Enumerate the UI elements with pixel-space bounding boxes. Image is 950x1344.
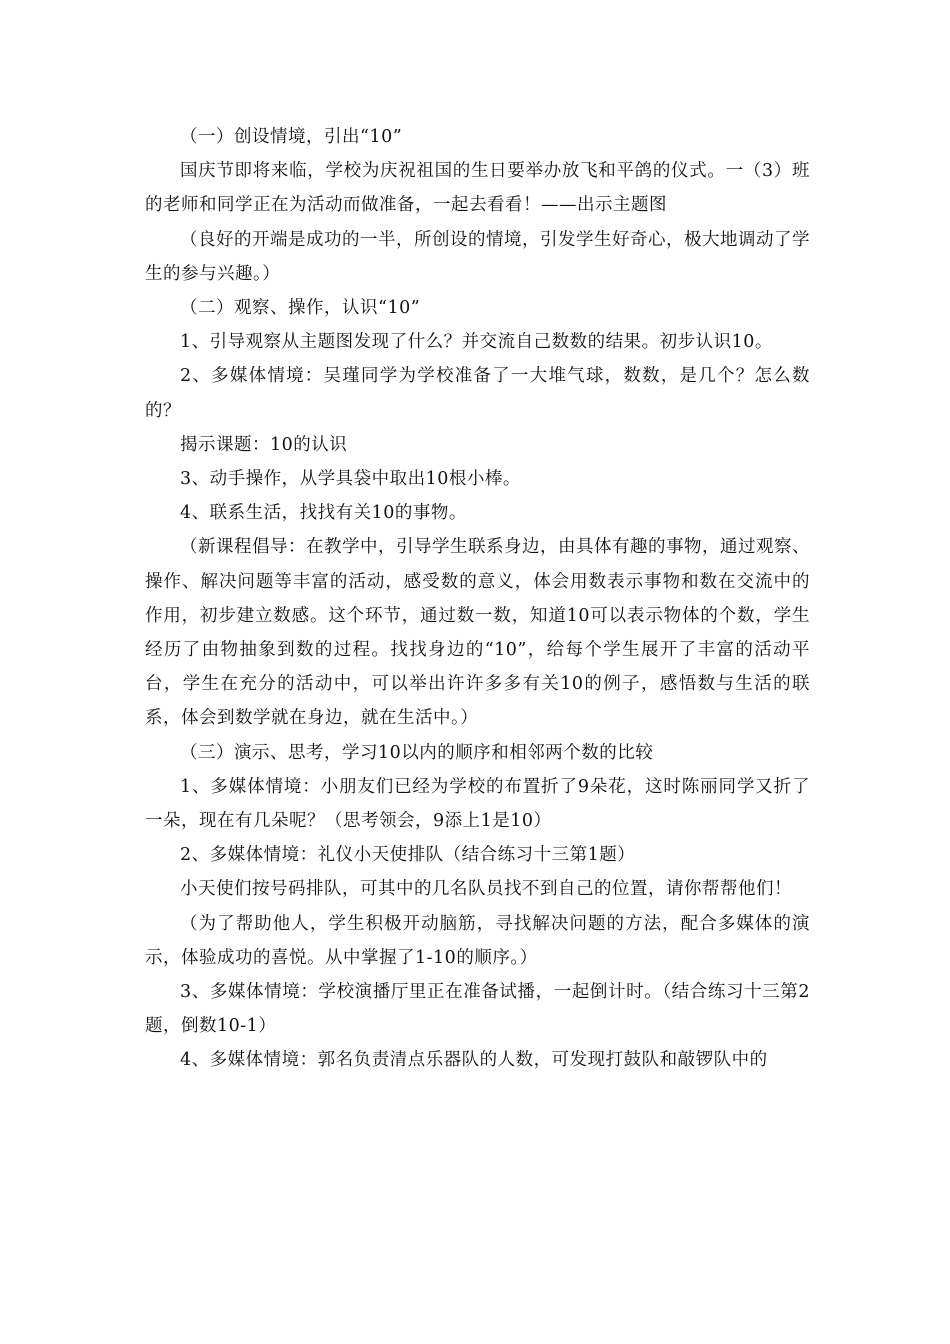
paragraph-step-2-angels: 2、多媒体情境：礼仪小天使排队（结合练习十三第1题） <box>180 845 636 866</box>
document-body <box>145 120 810 1078</box>
paragraph-angels-line-up: 小天使们按号码排队，可其中的几名队员找不到自己的位置，请你帮帮他们！ <box>180 879 792 900</box>
paragraph-section-2-heading: （二）观察、操作，认识“10” <box>180 298 421 319</box>
paragraph-step-3-countdown: 3、多媒体情境：学校演播厅里正在准备试播，一起倒计时。（结合练习十三第2题，倒数10-1） <box>145 982 810 1037</box>
paragraph-lesson-topic: 揭示课题：10的认识 <box>180 434 348 455</box>
paragraph-section-3-heading: （三）演示、思考，学习10以内的顺序和相邻两个数的比较 <box>180 742 654 763</box>
paragraph-national-day-scene: 国庆节即将来临，学校为庆祝祖国的生日要举办放飞和平鸽的仪式。一（3）班的老师和同学正在为活动而做准备，一起去看看！——出示主题图 <box>145 161 810 216</box>
paragraph-step-2-balloons: 2、多媒体情境：吴瑾同学为学校准备了一大堆气球，数数，是几个？怎么数的？ <box>145 366 810 421</box>
paragraph-step-3-sticks: 3、动手操作，从学具袋中取出10根小棒。 <box>180 469 521 490</box>
paragraph-section-1-heading: （一）创设情境，引出“10” <box>180 127 403 147</box>
paragraph-step-1-flowers: 1、多媒体情境：小朋友们已经为学校的布置折了9朵花，这时陈丽同学又折了一朵，现在有几朵呢？（思考领会，9添上1是10） <box>145 776 810 832</box>
paragraph-step-4-life: 4、联系生活，找找有关10的事物。 <box>180 503 467 524</box>
paragraph-commentary-good-start: （良好的开端是成功的一半，所创设的情境，引发学生好奇心，极大地调动了学生的参与兴趣。） <box>145 229 810 284</box>
paragraph-step-4-band: 4、多媒体情境：郭名负责清点乐器队的人数，可发现打鼓队和敲锣队中的 <box>180 1050 768 1071</box>
paragraph-commentary-help-others: （为了帮助他人，学生积极开动脑筋，寻找解决问题的方法，配合多媒体的演示，体验成功的喜悦。从中掌握了1-10的顺序。） <box>145 913 810 968</box>
paragraph-step-1-observe: 1、引导观察从主题图发现了什么？并交流自己数数的结果。初步认识10。 <box>180 332 773 353</box>
paragraph-commentary-new-curriculum: （新课程倡导：在教学中，引导学生联系身边，由具体有趣的事物，通过观察、操作、解决问题等丰富的活动，感受数的意义，体会用数表示事物和数在交流中的作用，初步建立数感。这个环节，通过数一数，知道10可以表示物体的个数，学生经历了由物抽象到数的过程。找找身边的“10”，给每个学生展开了丰富的活动平台，学生在充分的活动中，可以举出许许多多有关10的例子，感悟数与生活的联系，体会到数学就在身边，就在生活中。） <box>145 537 810 729</box>
